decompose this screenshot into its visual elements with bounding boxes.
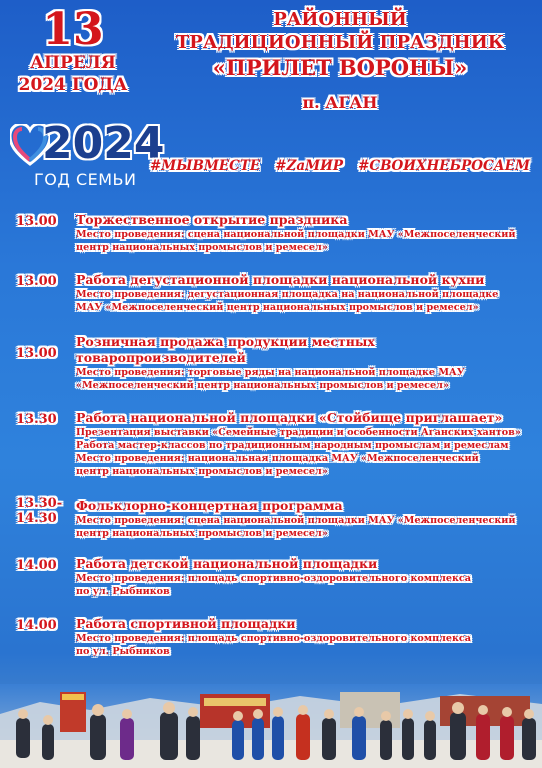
event-details: [76, 272, 532, 314]
event-time: 13.00: [16, 274, 57, 289]
event-time: 13.00: [16, 214, 57, 229]
event-detail-line: Место проведения: национальная площадка МАУ «Межпоселенческий: [76, 453, 479, 464]
hashtag: #ZаМИР: [275, 158, 344, 174]
event-date: [14, 4, 132, 96]
event-detail-line: Место проведения: торговые ряды на национальной площадке МАУ: [76, 367, 465, 378]
event-detail-line: центр национальных промыслов и ремесел»: [76, 242, 328, 253]
event-detail-line: центр национальных промыслов и ремесел»: [76, 466, 328, 477]
event-details: [76, 556, 532, 598]
event-title: товаропроизводителей: [76, 350, 246, 365]
event-title: Розничная продажа продукции местных: [76, 334, 375, 349]
event-detail-line: Место проведения: дегустационная площадка на национальной площадке: [76, 289, 499, 300]
date-year: 2024 ГОДА: [18, 75, 128, 95]
logo-year: 2024: [42, 118, 165, 169]
title-main: «ПРИЛЕТ ВОРОНЫ»: [212, 55, 468, 80]
event-time: 13.30: [16, 412, 57, 427]
event-details: [76, 616, 532, 658]
event-title: Фольклорно-концертная программа: [76, 498, 343, 513]
event-title: Работа дегустационной площадки национальной кухни: [76, 272, 485, 287]
event-detail-line: по ул. Рыбников: [76, 586, 170, 597]
event-detail-line: Презентация выставки «Семейные традиции и особенности Аганских хантов»: [76, 427, 521, 438]
festival-photo: [0, 684, 542, 768]
event-time: 14.00: [16, 558, 57, 573]
hashtag: #МЫВМЕСТЕ: [150, 158, 261, 174]
event-details: [76, 212, 532, 254]
date-month: АПРЕЛЯ: [30, 53, 116, 73]
title-line-1: РАЙОННЫЙ: [273, 9, 407, 30]
event-details: [76, 334, 532, 392]
event-title: Работа национальной площадки «Стойбище приглашает»: [76, 410, 503, 425]
crowd-photo-illustration: [0, 684, 542, 768]
event-title: Работа спортивной площадки: [76, 616, 296, 631]
event-detail-line: МАУ «Межпоселенческий центр национальных промыслов и ремесел»: [76, 302, 479, 313]
event-details: [76, 498, 532, 540]
event-detail-line: Работа мастер-классов по традиционным народным промыслам и ремеслам: [76, 440, 509, 451]
event-detail-line: центр национальных промыслов и ремесел»: [76, 528, 328, 539]
event-detail-line: Место проведения: площадь спортивно-оздоровительного комплекса: [76, 633, 471, 644]
title-line-2: ТРАДИЦИОННЫЙ ПРАЗДНИК: [175, 32, 505, 53]
event-detail-line: Место проведения: сцена национальной площадки МАУ «Межпоселенческий: [76, 229, 516, 240]
hashtags: [150, 158, 530, 174]
event-detail-line: «Межпоселенческий центр национальных промыслов и ремесел»: [76, 380, 449, 391]
event-details: [76, 410, 532, 478]
event-detail-line: по ул. Рыбников: [76, 646, 170, 657]
event-detail-line: Место проведения: площадь спортивно-оздоровительного комплекса: [76, 573, 471, 584]
event-title: Торжественное открытие праздника: [76, 212, 348, 227]
event-title: Работа детской национальной площадки: [76, 556, 378, 571]
logo-caption: ГОД СЕМЬИ: [34, 170, 137, 189]
event-detail-line: Место проведения: сцена национальной площадки МАУ «Межпоселенческий: [76, 515, 516, 526]
event-time: 13.30- 14.30: [16, 496, 63, 526]
hashtag: #СВОИХНЕБРОСАЕМ: [358, 158, 530, 174]
date-day: 13: [42, 4, 104, 55]
event-time: 13.00: [16, 346, 57, 361]
festival-title: [150, 8, 530, 112]
location: п. АГАН: [302, 93, 378, 112]
year-of-family-logo: [10, 118, 165, 200]
event-time: 14.00: [16, 618, 57, 633]
